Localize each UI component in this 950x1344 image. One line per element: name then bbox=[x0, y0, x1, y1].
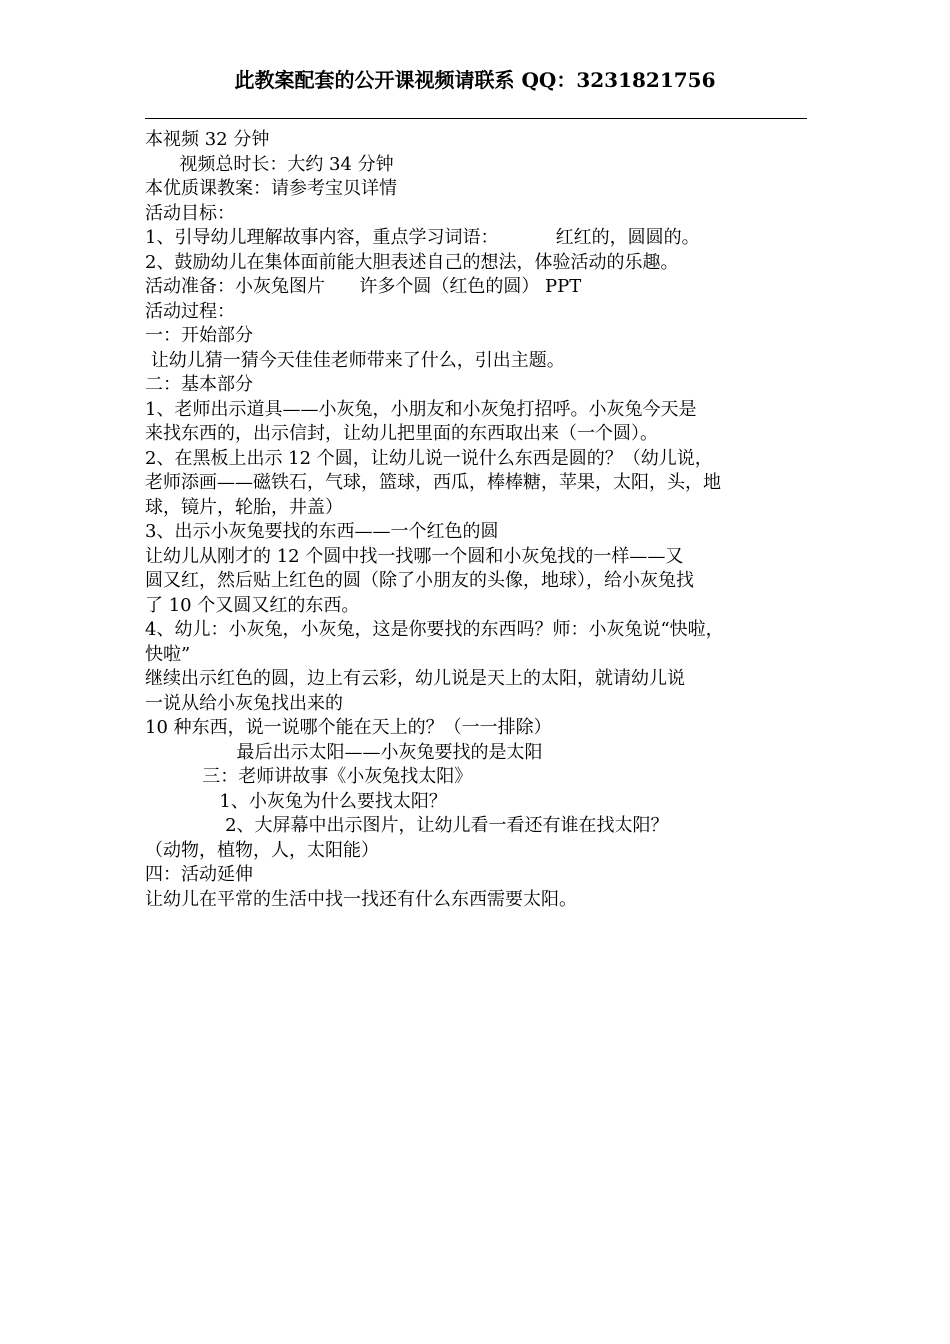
text-line: 来找东西的，出示信封，让幼儿把里面的东西取出来（一个圆）。 bbox=[145, 423, 658, 444]
text-line: 让幼儿从刚才的 12 个圆中找一找哪一个圆和小灰兔找的一样——又 bbox=[145, 545, 684, 567]
text-line: （动物，植物，人，太阳能） bbox=[145, 839, 379, 861]
text-line: 10 种东西，说一说哪个能在天上的？（一一排除） bbox=[145, 717, 552, 738]
text-line: 2、鼓励幼儿在集体面前能大胆表述自己的想法，体验活动的乐趣。 bbox=[145, 251, 679, 273]
section-heading: 三：老师讲故事《小灰兔找太阳》 bbox=[145, 766, 473, 787]
text-line: 2、在黑板上出示 12 个圆，让幼儿说一说什么东西是圆的？（幼儿说， bbox=[145, 447, 713, 469]
text-line: 老师添画——磁铁石，气球，篮球，西瓜，棒棒糖，苹果，太阳，头，地 bbox=[145, 472, 721, 493]
text-line: 1、引导幼儿理解故事内容，重点学习词语： 红红的，圆圆的。 bbox=[145, 227, 700, 248]
text-line: 本优质课教案：请参考宝贝详情 bbox=[145, 178, 397, 199]
header-divider bbox=[145, 118, 807, 119]
text-line: 本视频 32 分钟 bbox=[145, 129, 270, 150]
text-line: 活动准备：小灰兔图片 许多个圆（红色的圆） PPT bbox=[145, 276, 582, 297]
text-line: 4、幼儿：小灰兔，小灰兔，这是你要找的东西吗？师：小灰兔说“快啦， bbox=[145, 619, 724, 640]
text-line: 快啦” bbox=[145, 643, 191, 665]
text-line: 继续出示红色的圆，边上有云彩，幼儿说是天上的太阳，就请幼儿说 bbox=[145, 668, 685, 689]
text-line: 视频总时长：大约 34 分钟 bbox=[145, 153, 394, 175]
text-line: 1、小灰兔为什么要找太阳？ bbox=[145, 790, 447, 812]
text-line: 最后出示太阳——小灰兔要找的是太阳 bbox=[145, 741, 543, 763]
text-line: 让幼儿在平常的生活中找一找还有什么东西需要太阳。 bbox=[145, 888, 577, 910]
text-line: 圆又红，然后贴上红色的圆（除了小朋友的头像，地球），给小灰兔找 bbox=[145, 570, 694, 591]
section-heading: 二：基本部分 bbox=[145, 374, 253, 395]
section-heading: 活动过程： bbox=[145, 300, 235, 322]
text-line: 一说从给小灰兔找出来的 bbox=[145, 692, 343, 714]
text-line: 球，镜片，轮胎，井盖） bbox=[145, 496, 343, 518]
section-heading: 活动目标： bbox=[145, 202, 235, 224]
section-heading: 一：开始部分 bbox=[145, 325, 253, 346]
text-line: 1、老师出示道具——小灰兔，小朋友和小灰兔打招呼。小灰兔今天是 bbox=[145, 398, 697, 420]
page-header-title: 此教案配套的公开课视频请联系 QQ：3231821756 bbox=[234, 68, 716, 92]
lesson-plan-body bbox=[145, 128, 825, 912]
text-line: 3、出示小灰兔要找的东西——一个红色的圆 bbox=[145, 521, 499, 542]
section-heading: 四：活动延伸 bbox=[145, 864, 253, 885]
text-line: 了 10 个又圆又红的东西。 bbox=[145, 594, 360, 616]
text-line: 让幼儿猜一猜今天佳佳老师带来了什么，引出主题。 bbox=[145, 349, 565, 371]
text-line: 2、大屏幕中出示图片，让幼儿看一看还有谁在找太阳？ bbox=[145, 815, 669, 836]
